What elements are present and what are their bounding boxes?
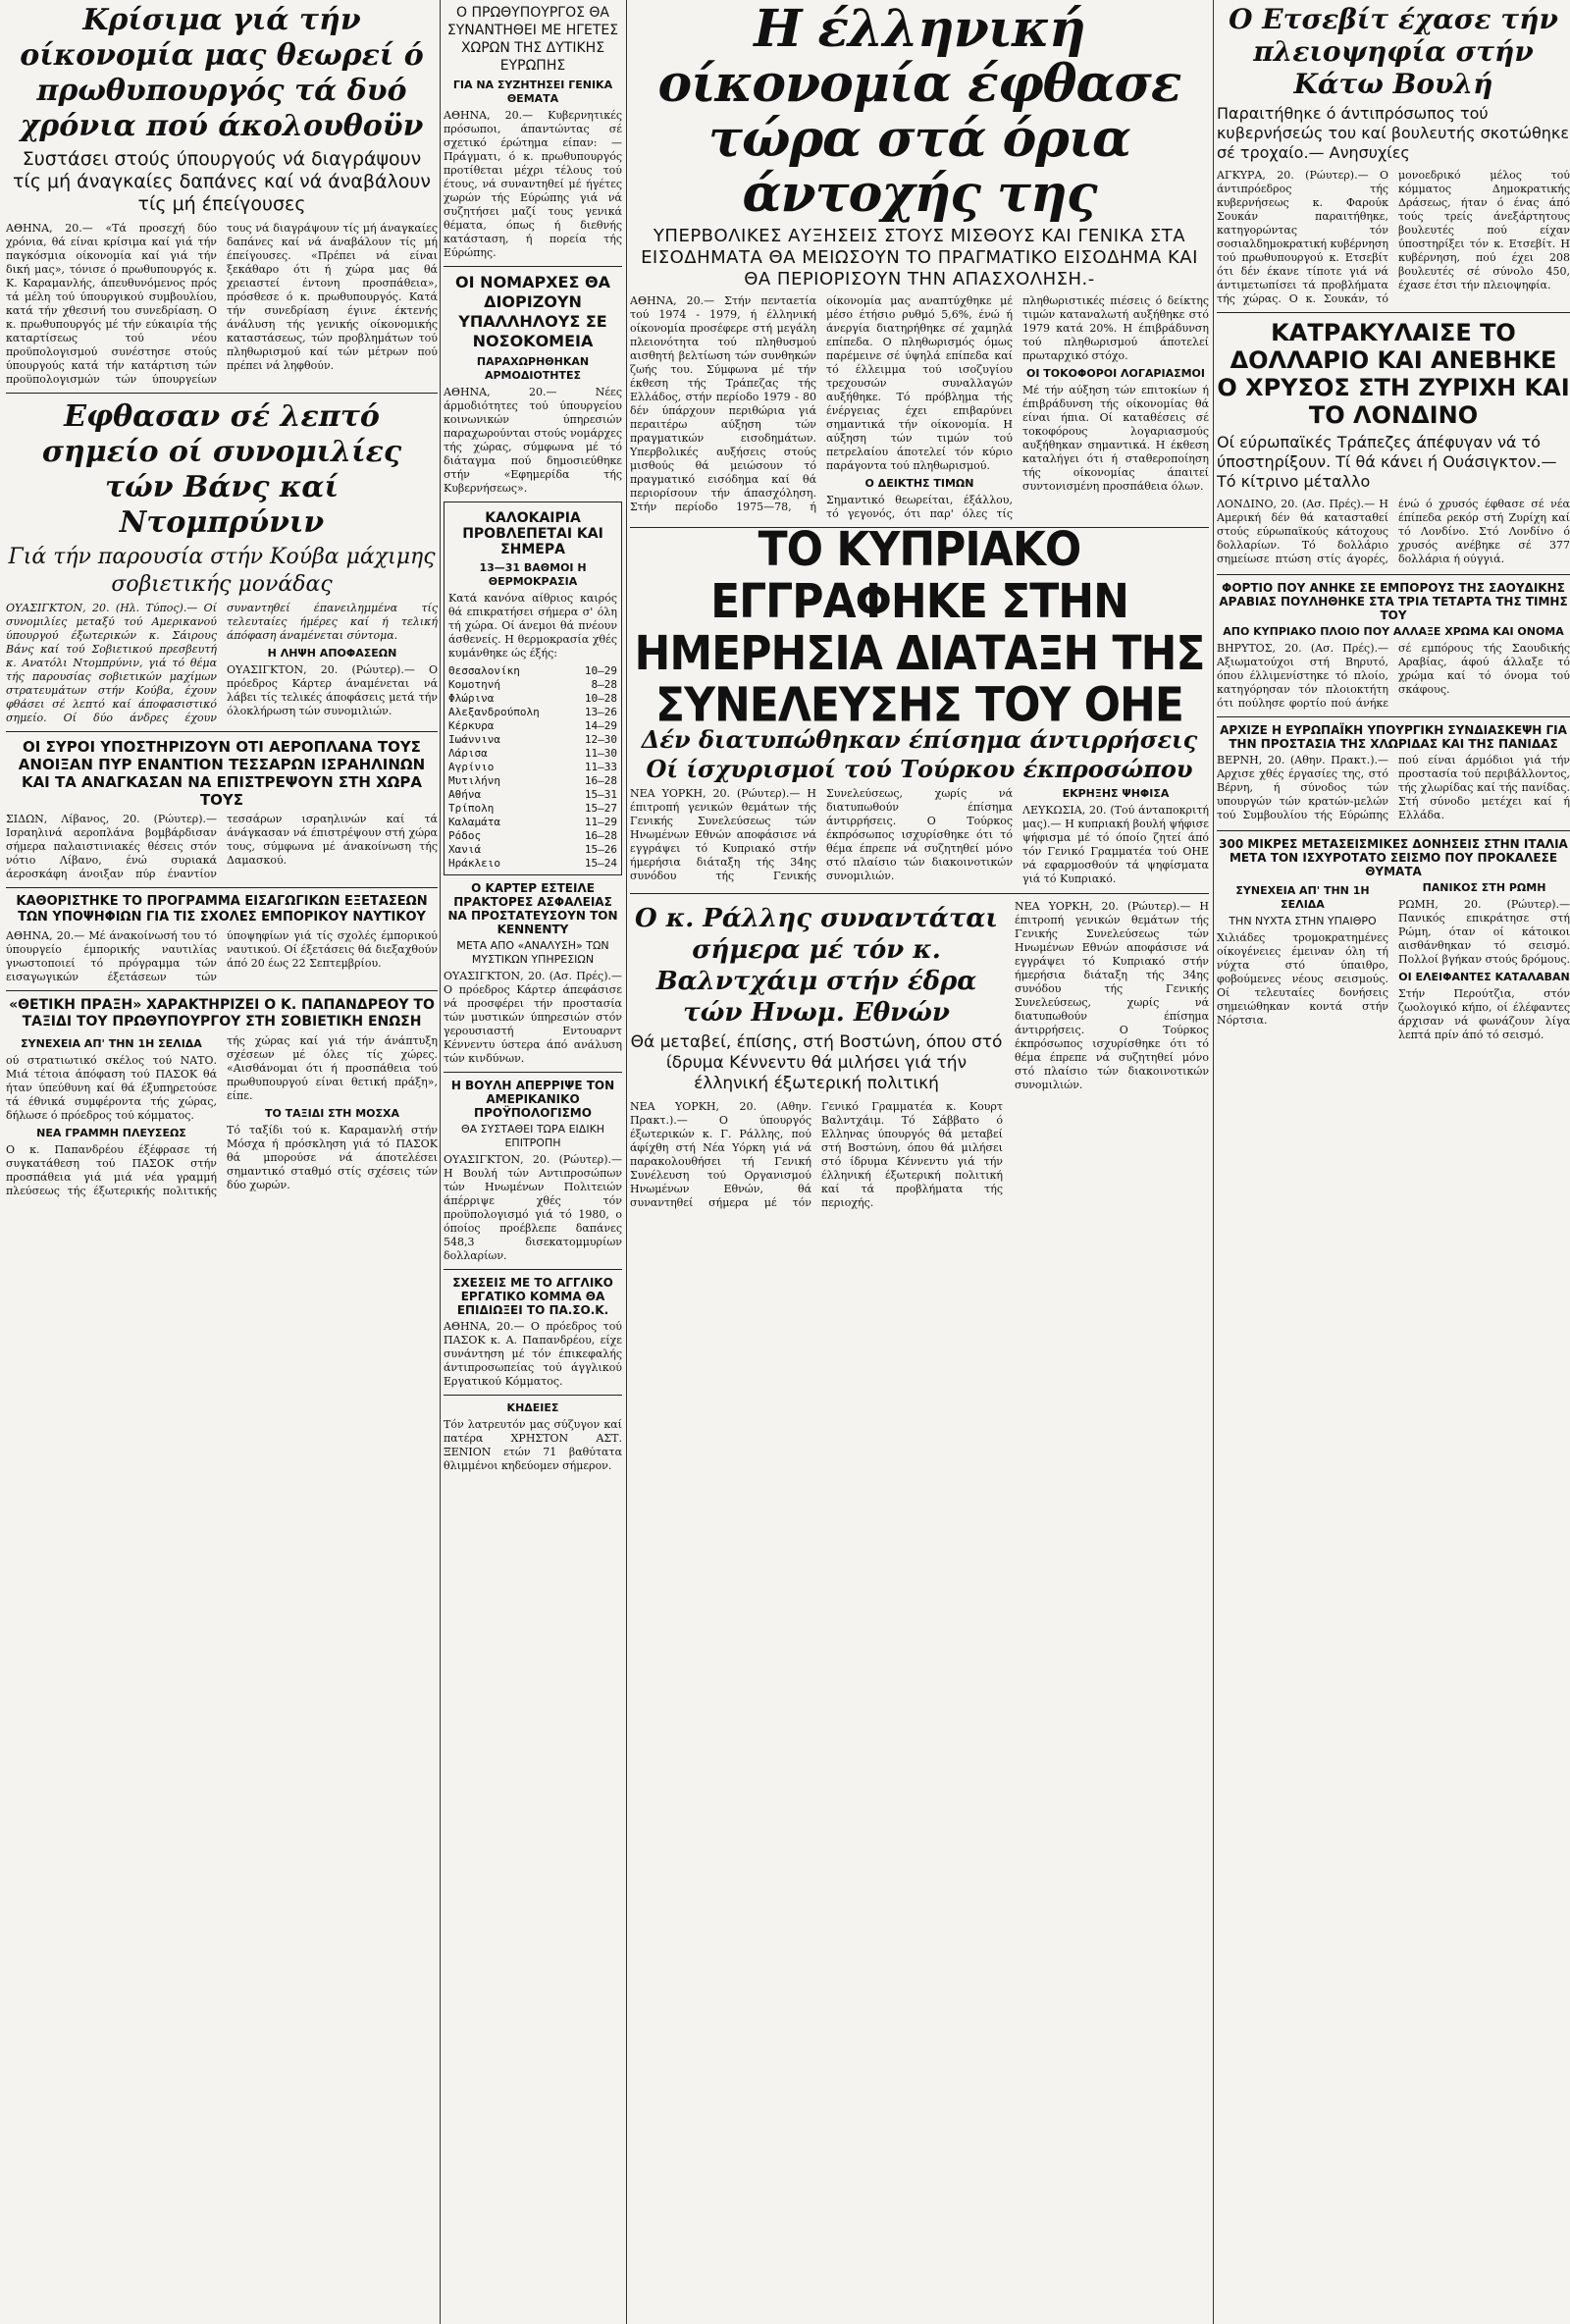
- article-economy-deck: Συστάσει στούς ύπουργούς νά διαγράψουν τίς μή άναγκαίες δαπάνες καί νά άναβάλουν τίς μή έπείγουσες: [12, 148, 432, 215]
- article-text: ΑΓΚΥΡΑ, 20. (Ρώυτερ).— Ο άντιπρόεδρος τής κυβερνήσεως κ. Φαρούκ Σουκάν παραιτήθηκε, κατηγορώντας τόν σοσιαλδημοκρατική κυβέρνηση τού πρωθυπουργού κ. Ετσεβίτ ότι δέν έκανε τίποτε γιά νά άντιμετωπίσει τά προβλήματα τής χώρας. Ο κ. Σουκάν, τό μονοεδρικό μέλος τού κόμματος Δημοκρατικής Δράσεως, ήταν ό ένας άπό τούς τρείς άνεξάρτητους βουλευτές πού είχαν ύποστηρίξει τόν κ. Ετσεβίτ. Η κυβέρνηση, πού έχει 208 βουλευτές σέ σύνολο 450, έχασε έτσι τήν πλειοψηφία.: [1217, 169, 1570, 305]
- europe-conference-body: [1217, 754, 1570, 824]
- column-rule: [626, 0, 627, 2324]
- rallis-headline: Ο κ. Ράλλης συναντάται σήμερα μέ τόν κ. Βαλντχάιμ στήν έδρα τών Ηνωμ. Εθνών: [635, 903, 998, 1028]
- temperature-row: [448, 843, 617, 857]
- city-name: Λάρισα: [448, 747, 488, 760]
- temperature-range: 11—29: [584, 816, 617, 828]
- ecevit-headline: Ο Ετσεβίτ έχασε τήν πλειοψηφία στήν Κάτω Βουλή: [1229, 3, 1558, 100]
- article-text: ΝΕΑ ΥΟΡΚΗ, 20. (Ρώυτερ).— Η έπιτροπή γενικών θεμάτων τής Γενικής Συνελεύσεως τών Ηνωμένων Εθνών αποφάσισε νά εγγράψει τό Κυπριακό στήν ήμερήσια διάταξη τής 34ης συνόδου τής Γενικής Συνελεύσεως, χωρίς νά διατυπωθούν έπίσημα άντιρρήσεις. Ο Τούρκος έκπρόσωπος ισχυρίσθηκε ότι τό θέμα έπρεπε νά συζητηθεί μόνο στό πλαίσιο τών διακοινοτικών συνομιλιών.: [1015, 899, 1209, 1091]
- city-name: Ιωάννινα: [448, 733, 500, 746]
- article-exams-headline: ΚΑΘΟΡΙΣΤΗΚΕ ΤΟ ΠΡΟΓΡΑΜΜΑ ΕΙΣΑΓΩΓΙΚΩΝ ΕΞΕΤΑΣΕΩΝ ΤΩΝ ΥΠΟΨΗΦΙΩΝ ΓΙΑ ΤΙΣ ΣΧΟΛΕΣ ΕΜΠΟΡΙΚΟΥ ΝΑΥΤΙΚΟΥ: [16, 894, 428, 924]
- temperature-row: [448, 788, 617, 802]
- article-text: ΑΘΗΝΑ, 20.— Στήν πενταετία τού 1974 - 1979, ή έλληνική οίκονομία προσέφερε στή μεγάλη πλειονότητα τού πληθυσμού αισθητή βελτίωση τών συνθηκών ζωής του. Σύμφωνα μέ τήν έκθεση τής Τράπεζας τής Ελλάδος, στήν περίοδο 1979 - 80 δέν ύπάρχουν περιθώρια γιά περαιτέρω αύξηση τών πραγματικών εισοδημάτων. Υπερβολικές αυξήσεις στούς μισθούς θά μειώσουν τό πραγματικό εισόδημα καί θά περιορίσουν τήν άπασχόληση. Στήν περίοδο 1975—78, ή οίκονομία μας αναπτύχθηκε μέ μέσο έτήσιο ρυθμό 5,6%, ένώ ή άνεργία διατηρήθηκε σέ χαμηλά επίπεδα. Ο πληθωρισμός όμως παρέμεινε σέ ύψηλά επίπεδα καί τό έλλειμμα τού ισοζυγίου τρεχουσών συναλλαγών αυξήθηκε. Τό πρόβλημα τής ένέργειας έχει επιβαρύνει σημαντικά τήν οίκονομία. Η αύξηση τών τιμών τού πετρελαίου άποτελεί τόν κύριο παράγοντα τού πληθωρισμού.: [630, 294, 1013, 513]
- weather-text: Κατά κανόνα αίθριος καιρός θά επικρατήσει σήμερα σ' όλη τή χώρα. Οί άνεμοι θά πνέουν άσθενείς. Η θερμοκρασία χθές κυμάνθηκε ώς έξής:: [448, 592, 617, 660]
- temperature-range: 8—28: [591, 678, 617, 691]
- temperature-range: 14—29: [584, 719, 617, 732]
- cyprus-deck: Δέν διατυπώθηκαν έπίσημα άντιρρήσεις Οί ίσχυρισμοί τού Τούρκου έκπροσώπου: [641, 725, 1198, 783]
- article-text: ΑΘΗΝΑ, 20.— Ο πρόεδρος τού ΠΑΣΟΚ κ. Α. Παπανδρέου, είχε συνάντηση μέ τόν έπικεφαλής άντιπροσωπείας τού άγγλικού Εργατικού Κόμματος.: [444, 1320, 622, 1388]
- main-article-body: [630, 294, 1209, 521]
- subheading: ΤΟ ΤΑΞΙΔΙ ΣΤΗ ΜΟΣΧΑ: [264, 1107, 400, 1120]
- city-name: Μυτιλήνη: [448, 774, 500, 787]
- article-exams-body: [6, 929, 438, 984]
- ecevit-body: [1217, 169, 1570, 306]
- article-text: ΛΟΝΔΙΝΟ, 20. (Ασ. Πρές).— Η Αμερική δέν θά κατασταθεί στούς εύρωπαϊκούς κάτοχους δολλαρίων. Τό δολλάριο σημείωσε πτώση στίς άγορές, ένώ ό χρυσός έφθασε σέ νέα έπίπεδα ρεκόρ στή Ζυρίχη καί τό Λονδίνο. Στό Λονδίνο ό χρυσός ανέβηκε σέ 377 δολλάρια ή ούγγιά.: [1217, 498, 1570, 565]
- cyprus-headline: ΤΟ ΚΥΠΡΙΑΚΟ ΕΓΓΡΑΦΗΚΕ ΣΤΗΝ ΗΜΕΡΗΣΙΑ ΔΙΑΤΑΞΗ ΤΗΣ ΣΥΝΕΛΕΥΣΗΣ ΤΟΥ ΟΗΕ: [634, 522, 1205, 733]
- article-talks-body: [6, 602, 438, 725]
- temperature-range: 12—30: [584, 733, 617, 746]
- main-headline: Η έλληνική οίκονομία έφθασε τώρα στά όρια άντοχής της: [657, 0, 1181, 224]
- article-text: ού στρατιωτικό σκέλος τού ΝΑΤΟ. Μιά τέτοια άπόφαση τού ΠΑΣΟΚ θά ήταν ύπεύθυνη καί θά έξυπηρετούσε τά έθνικά συμφέροντα τής χώρας, δήλωσε ό πρόεδρος τού κόμματος.: [6, 1054, 217, 1122]
- article-text: ΑΘΗΝΑ, 20.— Νέες άρμοδιότητες τού ύπουργείου κοινωνικών ύπηρεσιών παραχωρούνται στούς νομάρχες τής χώρας, σύμφωνα μέ τό διάταγμα πού δημοσιεύθηκε στήν «Εφημερίδα τής Κυβερνήσεως».: [444, 386, 622, 495]
- article-text: ΑΘΗΝΑ, 20.— Κυβερνητικές πρόσωποι, άπαντώντας σέ σχετικό έρώτημα είπαν: —Πράγματι, ό κ. πρωθυπουργός προτίθεται μέχρι τέλους τού έτους, νά συναντηθεί μέ ήγέτες χωρών τής Εύρώπης γιά νά συζητήσει μαζί τους γενικά θέματα, όπως ή διεθνής κατάσταση, ή πορεία τής Εύρώπης.: [444, 109, 622, 259]
- temperature-row: [448, 706, 617, 719]
- subheading: ΣΥΝΕΧΕΙΑ ΑΠ' ΤΗΝ 1Η ΣΕΛΙΔΑ: [21, 1037, 202, 1050]
- temperature-row: [448, 774, 617, 788]
- article-text: ΟΥΑΣΙΓΚΤΟΝ, 20. (Ρώυτερ).— Ο πρόεδρος Κάρτερ άναμένεται νά λάβει τίς τελικές άποφάσεις μετά τήν όλοκλήρωση τών συνομιλιών.: [227, 663, 438, 717]
- subheading: ΓΙΑ ΝΑ ΣΥΖΗΤΗΣΕΙ ΓΕΝΙΚΑ ΘΕΜΑΤΑ: [452, 79, 613, 105]
- city-name: Θεσσαλονίκη: [448, 664, 520, 677]
- divider: [6, 731, 438, 732]
- article-text: ΝΕΑ ΥΟΡΚΗ, 20. (Αθην. Πρακτ.).— Ο ύπουργός έξωτερικών κ. Γ. Ράλλης, πού άφίχθη στή Νέα Υόρκη γιά νά παρακολουθήσει τή Γενική Συνέλευση τού Οργανισμού Ηνωμένων Εθνών, θά συναντηθεί σήμερα μέ τόν Γενικό Γραμματέα κ. Κουρτ Βαλντχάιμ. Τό Σάββατο ό Ελληνας ύπουργός θά μεταβεί στή Βοστώνη, όπου θά μιλήσει στό ίδρυμα Κέννεντυ γιά τήν έλληνική έξωτερική πολιτική καί τά προβλήματα τής περιοχής.: [630, 1099, 1003, 1209]
- divider: [630, 893, 1209, 894]
- temperature-row: [448, 829, 617, 843]
- column-rule: [440, 0, 441, 2324]
- temperature-range: 15—31: [584, 788, 617, 801]
- article-text: Σημαντικό θεωρείται, έξάλλου, τό γεγονός, ότι παρ' όλες τίς πληθωριστικές πιέσεις ό δείκτης τιμών καταναλωτή αυξήθηκε στό 1979 κατά 20%. Η έπιβράδυνση τού πληθωρισμού άποτελεί πρωταρχικό στόχο.: [826, 294, 1209, 520]
- cyprus-continued: [1015, 900, 1209, 1212]
- divider: [444, 266, 622, 267]
- temperature-row: [448, 857, 617, 871]
- article-text: ΝΕΑ ΥΟΡΚΗ, 20. (Ρώυτερ).— Η έπιτροπή γενικών θεμάτων τής Γενικής Συνελεύσεως τών Ηνωμένων Εθνών αποφάσισε νά εγγράψει τό Κυπριακό στήν ήμερήσια διάταξη τής 34ης συνόδου τής Γενικής Συνελεύσεως, χωρίς νά διατυπωθούν έπίσημα άντιρρήσεις. Ο Τούρκος έκπρόσωπος ισχυρίσθηκε ότι τό θέμα έπρεπε νά συζητηθεί μόνο στό πλαίσιο τών διακοινοτικών συνομιλιών.: [630, 787, 1013, 882]
- temperature-range: 13—26: [584, 706, 617, 718]
- temperature-range: 10—28: [584, 692, 617, 705]
- subheading: ΝΕΑ ΓΡΑΜΜΗ ΠΛΕΥΣΕΩΣ: [36, 1127, 186, 1139]
- article-syria-headline: ΟΙ ΣΥΡΟΙ ΥΠΟΣΤΗΡΙΖΟΥΝ ΟΤΙ ΑΕΡΟΠΛΑΝΑ ΤΟΥΣ ΑΝΟΙΞΑΝ ΠΥΡ ΕΝΑΝΤΙΟΝ ΤΕΣΣΑΡΩΝ ΙΣΡΑΗΛΙΝΩΝ ΚΑΙ ΤΑ ΑΝΑΓΚΑΣΑΝ ΝΑ ΕΠΙΣΤΡΕΨΟΥΝ ΣΤΗ ΧΩΡΑ ΤΟΥΣ: [18, 738, 426, 809]
- notice-text: Τόν λατρευτόν μας σύζυγον καί πατέρα ΧΡΗΣΤΟΝ ΑΣΤ. ΞΕΝΙΟΝ ετών 71 βαθύτατα θλιμμένοι κηδεύομεν σήμερον.: [444, 1418, 622, 1472]
- article-talks-headline: Εφθασαν σέ λεπτό σημείο οί συνομιλίες τών Βάνς καί Ντομπρύνιν: [41, 399, 402, 540]
- divider: [444, 1269, 622, 1270]
- city-name: Κομοτηνή: [448, 678, 500, 691]
- divider: [1217, 574, 1570, 575]
- subheading: ΤΗΝ ΝΥΧΤΑ ΣΤΗΝ ΥΠΑΙΘΡΟ: [1229, 915, 1377, 927]
- article-text: Χιλιάδες τρομοκρατημένες οίκογένειες έμειναν όλη τή νύχτα στό ύπαιθρο, φοβούμενες νέους σεισμούς. Οί τελευταίες δονήσεις σημειώθηκαν κοντά στήν Νόρτσια.: [1217, 931, 1388, 1027]
- article-text: ΒΗΡΥΤΟΣ, 20. (Ασ. Πρές).— Αξιωματούχοι στή Βηρυτό, όπου έλλιμενίστηκε τό πλοίο, κατηγόρησαν τόν πλοιοκτήτη ότι πούλησε φορτίο πού άνήκε σέ εμπόρους τής Σαουδικής Αραβίας, άφού άλλαξε τό χρώμα καί τό όνομα τού σκάφους.: [1217, 642, 1570, 710]
- article-pm-headline: Ο ΠΡΩΘΥΠΟΥΡΓΟΣ ΘΑ ΣΥΝΑΝΤΗΘΕΙ ΜΕ ΗΓΕΤΕΣ ΧΩΡΩΝ ΤΗΣ ΔΥΤΙΚΗΣ ΕΥΡΩΠΗΣ: [446, 5, 619, 74]
- city-name: Αλεξανδρούπολη: [448, 706, 540, 718]
- subheading: Η ΛΗΨΗ ΑΠΟΦΑΣΕΩΝ: [267, 647, 397, 660]
- article-papandreou-headline: «ΘΕΤΙΚΗ ΠΡΑΞΗ» ΧΑΡΑΚΤΗΡΙΖΕΙ Ο Κ. ΠΑΠΑΝΔΡΕΟΥ ΤΟ ΤΑΞΙΔΙ ΤΟΥ ΠΡΩΘΥΠΟΥΡΓΟΥ ΣΤΗ ΣΟΒΙΕΤΙΚΗ ΕΝΩΣΗ: [9, 997, 435, 1030]
- europe-conference-headline: ΑΡΧΙΖΕ Η ΕΥΡΩΠΑΪΚΗ ΥΠΟΥΡΓΙΚΗ ΣΥΝΔΙΑΣΚΕΨΗ ΓΙΑ ΤΗΝ ΠΡΟΣΤΑΣΙΑ ΤΗΣ ΧΛΩΡΙΔΑΣ ΚΑΙ ΤΗΣ ΠΑΝΙΔΑΣ: [1220, 723, 1567, 751]
- divider: [444, 1072, 622, 1073]
- temperature-range: 15—24: [584, 857, 617, 870]
- city-name: Αθήνα: [448, 788, 482, 801]
- subheading: ΕΚΡΗΞΗΣ ΨΗΦΙΣΑ: [1062, 787, 1170, 800]
- earthquake-body: [1217, 881, 1570, 1042]
- column-left: [6, 0, 438, 2324]
- article-syria-body: [6, 813, 438, 881]
- article-talks-deck: Γιά τήν παρουσία στήν Κούβα μάχιμης σοβιετικής μονάδας: [8, 545, 436, 597]
- cargo-body: [1217, 642, 1570, 711]
- article-papandreou-body: [6, 1034, 438, 1198]
- article-text: Τό ταξίδι τού κ. Καραμανλή στήν Μόσχα ή πρόσκληση γιά τό ΠΑΣΟΚ θά μπορούσε νά άποτελέσει σημαντικό σταθμό στίς σχέσεις τών δύο χωρών.: [227, 1124, 438, 1191]
- rallis-article: [630, 900, 1209, 1212]
- subheading: ΘΑ ΣΥΣΤΑΘΕΙ ΤΩΡΑ ΕΙΔΙΚΗ ΕΠΙΤΡΟΠΗ: [460, 1123, 605, 1149]
- divider: [6, 990, 438, 991]
- article-text: Στήν Περούτζια, στόν ζωολογικό κήπο, οί έλέφαντες άρχισαν νά φωνάζουν λίγα λεπτά πρίν άπό τό σεισμό.: [1398, 987, 1570, 1041]
- rallis-body: [630, 1100, 1003, 1212]
- article-text: ΒΕΡΝΗ, 20. (Αθην. Πρακτ.).— Αρχισε χθές έργασίες της, στό Βέρνη, ή σύνοδος τών υπουργών τών κρατών-μελών τού Συμβουλίου τής Εύρώπης πού είναι άρμόδιοι γιά τήν προστασία τού περιβάλλοντος, τής χλωρίδας καί τής πανίδας. Στή σύνοδο μετέχει καί ή Ελλάδα.: [1217, 754, 1570, 821]
- divider: [1217, 716, 1570, 717]
- divider: [1217, 312, 1570, 313]
- article-text: ΟΥΑΣΙΓΚΤΟΝ, 20. (Ηλ. Τύπος).— Οί συνομιλίες μεταξύ τού Αμερικανού ύπουργού έξωτερικών κ. Σάιρους Βάνς καί τού Σοβιετικού πρεσβευτή κ. Ανατόλι Ντομπρύνιν, γιά τό θέμα τής παρουσίας σοβιετικών μαχίμων στρατευμάτων στήν Κούβα, έχουν φθάσει σέ λεπτό καί άποφασιστικό σημείο. Οί δύο άνδρες έχουν συναντηθεί έπανειλημμένα τίς τελευταίες ήμέρες καί ή τελική άπόφαση άναμένεται σύντομα.: [6, 602, 438, 724]
- subheading: ΣΥΝΕΧΕΙΑ ΑΠ' ΤΗΝ 1Η ΣΕΛΙΔΑ: [1235, 884, 1370, 911]
- temperature-range: 16—28: [584, 774, 617, 787]
- temperature-table: [448, 664, 617, 871]
- dollar-deck: Οί εύρωπαϊκές Τράπεζες άπέφυγαν νά τό ύποστηρίξουν. Τί θά κάνει ή Ουάσιγκτον.— Τό κίτρινο μέταλλο: [1217, 433, 1557, 491]
- divider: [444, 1395, 622, 1396]
- article-prefects-headline: ΟΙ ΝΟΜΑΡΧΕΣ ΘΑ ΔΙΟΡΙΖΟΥΝ ΥΠΑΛΛΗΛΟΥΣ ΣΕ ΝΟΣΟΚΟΜΕΙΑ: [455, 273, 610, 350]
- article-text: ΣΙΔΩΝ, Λίβανος, 20. (Ρώυτερ).— Ισραηλινά αεροπλάνα βομβάρδισαν σήμερα παλαιστινιακές θέσεις στόν νότιο Λίβανο, ένώ συριακά άεροσκάφη άνοιξαν πύρ έναντίον τεσσάρων ισραηλινών καί τά άνάγκασαν νά έπιστρέψουν στή χώρα τους, σύμφωνα μέ άνακοίνωση τής Δαμασκού.: [6, 813, 438, 880]
- temperature-row: [448, 802, 617, 816]
- column-rule: [1213, 0, 1214, 2324]
- article-text: ΑΘΗΝΑ, 20.— Μέ άνακοίνωσή του τό ύπουργείο έμπορικής ναυτιλίας γνωστοποιεί τό πρόγραμμα τών εισαγωγικών έξετάσεων τών ύποψηφίων γιά τίς σχολές έμπορικού ναυτικού. Οί έξετάσεις θά διεξαχθούν άπό 20 έως 22 Σεπτεμβρίου.: [6, 929, 438, 983]
- article-carter-headline: Ο ΚΑΡΤΕΡ ΕΣΤΕΙΛΕ ΠΡΑΚΤΟΡΕΣ ΑΣΦΑΛΕΙΑΣ ΝΑ ΠΡΟΣΤΑΤΕΥΣΟΥΝ ΤΟΝ ΚΕΝΝΕΝΤΥ: [447, 881, 618, 936]
- divider: [6, 393, 438, 394]
- article-text: ΑΘΗΝΑ, 20.— «Τά προσεχή δύο χρόνια, θά είναι κρίσιμα καί γιά τήν παγκόσμια οίκονομία καί γιά τήν δική μας», τόνισε ό πρωθυπουργός κ. Κ. Καραμανλής, άπευθυνόμενος πρός τά μέλη τού ύπουργικού συμβουλίου, κατά τήν χθεσινή του συνεδρίαση. Ο κ. πρωθυπουργός μέ τήν εύκαιρία τής καταρτίσεως τού νέου προϋπολογισμού συνέστησε στούς ύπουργούς κατά τήν κατάρτιση τών προϋπολογισμών τών ύπουργείων τους νά διαγράψουν τίς μή άναγκαίες δαπάνες καί νά άναβάλουν τίς μή έπείγουσες. «Πρέπει νά είναι ξεκάθαρο ότι ή χώρα μας θά χρειαστεί έντονη προσπάθεια», πρόσθεσε ό κ. πρωθυπουργός. Κατά τήν συνεδρίαση έγινε έκτενής άνάλυση τής γενικής οίκονομικής καταστάσεως, τών προβλημάτων τού πληθωρισμού καί τών μέτρων πού πρέπει νά ληφθούν.: [6, 222, 438, 386]
- article-economy-body: [6, 222, 438, 387]
- subheading: ΠΑΡΑΧΩΡΗΘΗΚΑΝ ΑΡΜΟΔΙΟΤΗΤΕΣ: [476, 355, 590, 382]
- city-name: Καλαμάτα: [448, 816, 500, 828]
- divider: [6, 887, 438, 888]
- rallis-lead: [630, 900, 1003, 1212]
- city-name: Τρίπολη: [448, 802, 495, 815]
- subheading: ΜΕΤΑ ΑΠΟ «ΑΝΑΛΥΣΗ» ΤΩΝ ΜΥΣΤΙΚΩΝ ΥΠΗΡΕΣΙΩΝ: [456, 939, 609, 966]
- city-name: Αγρίνιο: [448, 761, 495, 773]
- column-right: [1217, 0, 1570, 2324]
- column-main: [630, 0, 1209, 2324]
- article-text: ΟΥΑΣΙΓΚΤΟΝ, 20. (Ασ. Πρές).— Ο πρόεδρος Κάρτερ άπεφάσισε νά προσφέρει τήν προστασία τών μυστικών ύπηρεσιών στόν γερουσιαστή Εντουαρντ Κέννεντυ ύστερα άπό ανάλυση τών κινδύνων.: [444, 970, 622, 1065]
- article-budget-headline: Η ΒΟΥΛΗ ΑΠΕΡΡΙΨΕ ΤΟΝ ΑΜΕΡΙΚΑΝΙΚΟ ΠΡΟΫΠΟΛΟΓΙΣΜΟ: [450, 1079, 615, 1120]
- temperature-range: 11—33: [584, 761, 617, 773]
- city-name: Κέρκυρα: [448, 719, 495, 732]
- temperature-row: [448, 761, 617, 774]
- main-deck: ΥΠΕΡΒΟΛΙΚΕΣ ΑΥΞΗΣΕΙΣ ΣΤΟΥΣ ΜΙΣΘΟΥΣ ΚΑΙ ΓΕΝΙΚΑ ΣΤΑ ΕΙΣΟΔΗΜΑΤΑ ΘΑ ΜΕΙΩΣΟΥΝ ΤΟ ΠΡΑΓΜΑΤΙΚΟ ΕΙΣΟΔΗΜΑ ΚΑΙ ΘΑ ΠΕΡΙΟΡΙΣΟΥΝ ΤΗΝ ΑΠΑΣΧΟΛΗΣΗ.-: [641, 226, 1198, 290]
- subheading: ΠΑΝΙΚΟΣ ΣΤΗ ΡΩΜΗ: [1422, 881, 1546, 894]
- weather-box: [444, 502, 622, 875]
- earthquake-headline: 300 ΜΙΚΡΕΣ ΜΕΤΑΣΕΙΣΜΙΚΕΣ ΔΟΝΗΣΕΙΣ ΣΤΗΝ ΙΤΑΛΙΑ ΜΕΤΑ ΤΟΝ ΙΣΧΥΡΟΤΑΤΟ ΣΕΙΣΜΟ ΠΟΥ ΠΡΟΚΑΛΕΣΕ ΘΥΜΑΤΑ: [1219, 837, 1568, 878]
- city-name: Ρόδος: [448, 829, 482, 842]
- article-text: Ο κ. Παπανδρέου έξέφρασε τή συγκατάθεση τού ΠΑΣΟΚ στήν προσπάθεια γιά μιά νέα γραμμή πλεύσεως τής έξωτερικής πολιτικής τής χώρας καί γιά τήν άνάπτυξη σχέσεων μέ όλες τίς χώρες. «Αισθάνομαι ότι ή προσπάθεια τού πρωθυπουργού είναι θετική πράξη», είπε.: [6, 1034, 438, 1197]
- temperature-row: [448, 692, 617, 706]
- temperature-row: [448, 816, 617, 829]
- dollar-headline: ΚΑΤΡΑΚΥΛΑΙΣΕ ΤΟ ΔΟΛΛΑΡΙΟ ΚΑΙ ΑΝΕΒΗΚΕ Ο ΧΡΥΣΟΣ ΣΤΗ ΖΥΡΙΧΗ ΚΑΙ ΤΟ ΛΟΝΔΙΝΟ: [1217, 319, 1570, 429]
- temperature-range: 11—30: [584, 747, 617, 760]
- city-name: Χανιά: [448, 843, 482, 856]
- temperature-row: [448, 747, 617, 761]
- article-text: ΡΩΜΗ, 20. (Ρώυτερ).— Πανικός επικράτησε στή Ρώμη, όταν οί κάτοικοι αισθάνθηκαν τό σεισμό. Πολλοί βγήκαν στούς δρόμους.: [1398, 898, 1570, 966]
- cyprus-article-body: [630, 787, 1209, 887]
- dollar-body: [1217, 498, 1570, 568]
- article-economy-headline: Κρίσιμα γιά τήν οίκονομία μας θεωρεί ό πρωθυπουργός τά δυό χρόνια πού άκολουθοϋν: [20, 3, 424, 143]
- subheading: ΟΙ ΕΛΕΙΦΑΝΤΕΣ ΚΑΤΑΛΑΒΑΝ: [1398, 971, 1570, 983]
- temperature-range: 10—29: [584, 664, 617, 677]
- temperature-row: [448, 678, 617, 692]
- weather-subtitle: 13—31 ΒΑΘΜΟΙ Η ΘΕΡΜΟΚΡΑΣΙΑ: [479, 561, 587, 588]
- temperature-range: 16—28: [584, 829, 617, 842]
- weather-title: ΚΑΛΟΚΑΙΡΙΑ ΠΡΟΒΛΕΠΕΤΑΙ ΚΑΙ ΣΗΜΕΡΑ: [462, 510, 603, 557]
- notice-title: ΚΗΔΕΙΕΣ: [506, 1401, 559, 1414]
- temperature-range: 15—26: [584, 843, 617, 856]
- divider: [1217, 830, 1570, 831]
- article-text: Μέ τήν αύξηση τών επιτοκίων ή έπιβράδυνση τής οίκονομίας θά είναι ήπια. Οί καταθέσεις σέ τοκοφόρους λογαριασμούς αυξήθηκαν σημαντικά. Η έκθεση καταλήγει ότι ή σταθεροποίηση τής οίκονομίας άπαιτεί συντονισμένη προσπάθεια όλων.: [1022, 384, 1209, 493]
- temperature-row: [448, 733, 617, 747]
- ecevit-deck: Παραιτήθηκε ό άντιπρόσωπος τού κυβερνήσεώς του καί βουλευτής σκοτώθηκε σέ τροχαίο.— Ανησυχίες: [1217, 104, 1569, 162]
- article-text: ΛΕΥΚΩΣΙΑ, 20. (Τού άνταποκριτή μας).— Η κυπριακή βουλή ψήφισε ψήφισμα μέ τό όποίο ζητεί άπό τόν Γενικό Γραμματέα τού ΟΗΕ νά εφαρμοσθούν τά ψηφίσματα γιά τό Κυπριακό.: [1022, 804, 1209, 885]
- temperature-range: 15—27: [584, 802, 617, 815]
- column-narrow: [444, 0, 622, 2324]
- subheading: ΑΠΟ ΚΥΠΡΙΑΚΟ ΠΛΟΙΟ ΠΟΥ ΑΛΛΑΞΕ ΧΡΩΜΑ ΚΑΙ ΟΝΟΜΑ: [1223, 625, 1564, 638]
- temperature-row: [448, 664, 617, 678]
- rallis-deck: Θά μεταβεί, έπίσης, στή Βοστώνη, όπου στό ίδρυμα Κέννεντυ θά μιλήσει γιά τήν έλληνική έξωτερική πολιτική: [630, 1031, 1003, 1093]
- city-name: Ηράκλειο: [448, 857, 500, 870]
- cargo-headline: ΦΟΡΤΙΟ ΠΟΥ ΑΝΗΚΕ ΣΕ ΕΜΠΟΡΟΥΣ ΤΗΣ ΣΑΟΥΔΙΚΗΣ ΑΡΑΒΙΑΣ ΠΟΥΛΗΘΗΚΕ ΣΤΑ ΤΡΙΑ ΤΕΤΑΡΤΑ ΤΗΣ ΤΙΜΗΣ ΤΟΥ: [1219, 581, 1568, 622]
- temperature-row: [448, 719, 617, 733]
- article-text: ΟΥΑΣΙΓΚΤΟΝ, 20. (Ρώυτερ).— Η Βουλή τών Αντιπροσώπων τών Ηνωμένων Πολιτειών άπέρριψε χθές τόν προϋπολογισμό γιά τό 1980, ο όποίος προέβλεπε δαπάνες 548,3 δισεκατομμυρίων δολλαρίων.: [444, 1153, 622, 1262]
- subheading: Ο ΔΕΙΚΤΗΣ ΤΙΜΩΝ: [864, 477, 974, 490]
- article-labour-headline: ΣΧΕΣΕΙΣ ΜΕ ΤΟ ΑΓΓΛΙΚΟ ΕΡΓΑΤΙΚΟ ΚΟΜΜΑ ΘΑ ΕΠΙΔΙΩΞΕΙ ΤΟ ΠΑ.ΣΟ.Κ.: [452, 1276, 613, 1317]
- city-name: Φλώρινα: [448, 692, 495, 705]
- subheading: ΟΙ ΤΟΚΟΦΟΡΟΙ ΛΟΓΑΡΙΑΣΜΟΙ: [1026, 367, 1205, 380]
